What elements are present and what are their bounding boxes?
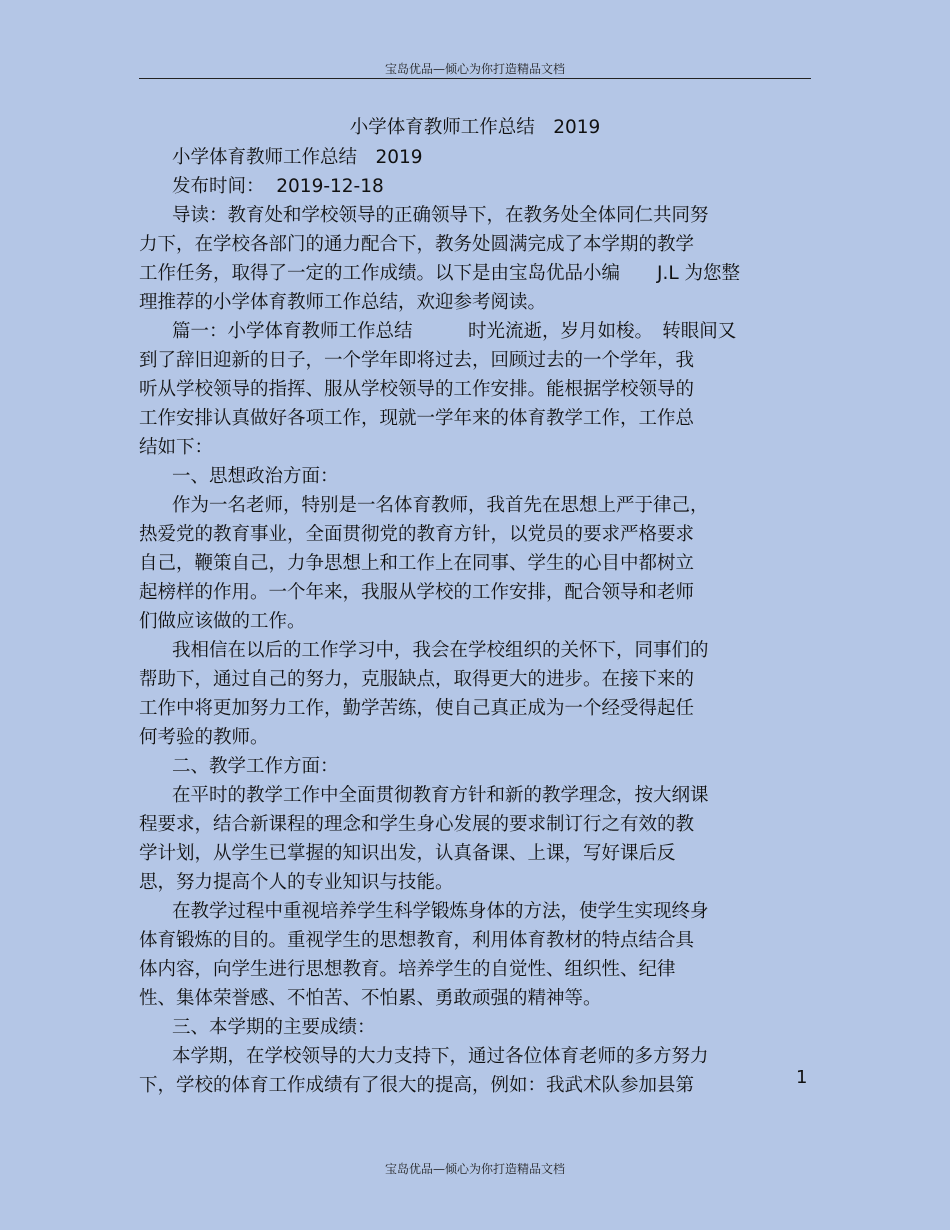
body-line: 发布时间： 2019-12-18 (172, 176, 384, 197)
body-line: 们做应该做的工作。 (139, 611, 306, 632)
body-line: 本学期，在学校领导的大力支持下，通过各位体育老师的多方努力 (172, 1046, 709, 1067)
body-line: 力下，在学校各部门的通力配合下，教务处圆满完成了本学期的教学 (139, 234, 695, 255)
section-heading: 二、教学工作方面： (172, 756, 339, 777)
body-line: 导读：教育处和学校领导的正确领导下，在教务处全体同仁共同努 (172, 205, 709, 226)
body-line: 在平时的教学工作中全面贯彻教育方针和新的教学理念，按大纲课 (172, 785, 709, 806)
section-heading: 一、思想政治方面： (172, 466, 339, 487)
page-number: 1 (796, 1067, 808, 1088)
body-line: 起榜样的作用。一个年来，我服从学校的工作安排，配合领导和老师 (139, 582, 695, 603)
body-line: 工作任务，取得了一定的工作成绩。以下是由宝岛优品小编 J.L 为您整 (139, 263, 741, 284)
body-line: 作为一名老师，特别是一名体育教师，我首先在思想上严于律己， (172, 495, 709, 516)
body-line: 热爱党的教育事业，全面贯彻党的教育方针，以党员的要求严格要求 (139, 524, 695, 545)
body-line: 性、集体荣誉感、不怕苦、不怕累、勇敢顽强的精神等。 (139, 988, 602, 1009)
body-line: 结如下： (139, 437, 214, 458)
section-heading: 三、本学期的主要成绩： (172, 1017, 376, 1038)
body-line: 听从学校领导的指挥、服从学校领导的工作安排。能根据学校领导的 (139, 379, 695, 400)
body-line: 何考验的教师。 (139, 727, 269, 748)
body-line: 下，学校的体育工作成绩有了很大的提高，例如：我武术队参加县第 (139, 1075, 695, 1096)
body-line: 在教学过程中重视培养学生科学锻炼身体的方法，使学生实现终身 (172, 901, 709, 922)
body-line: 工作安排认真做好各项工作，现就一学年来的体育教学工作，工作总 (139, 408, 695, 429)
body-line: 篇一：小学体育教师工作总结 时光流逝，岁月如梭。 转眼间又 (172, 321, 737, 342)
body-line: 我相信在以后的工作学习中，我会在学校组织的关怀下，同事们的 (172, 640, 709, 661)
body-line: 帮助下，通过自己的努力，克服缺点，取得更大的进步。在接下来的 (139, 669, 695, 690)
document-title: 小学体育教师工作总结 2019 (349, 117, 601, 138)
body-line: 体内容，向学生进行思想教育。培养学生的自觉性、组织性、纪律 (139, 959, 676, 980)
body-line: 到了辞旧迎新的日子，一个学年即将过去，回顾过去的一个学年，我 (139, 350, 695, 371)
body-line: 理推荐的小学体育教师工作总结，欢迎参考阅读。 (139, 292, 547, 313)
body-line: 学计划，从学生已掌握的知识出发，认真备课、上课，写好课后反 (139, 843, 676, 864)
body-line: 自己，鞭策自己，力争思想上和工作上在同事、学生的心目中都树立 (139, 553, 695, 574)
body-line: 小学体育教师工作总结 2019 (172, 147, 423, 168)
body-line: 思，努力提高个人的专业知识与技能。 (139, 872, 454, 893)
body-line: 程要求，结合新课程的理念和学生身心发展的要求制订行之有效的教 (139, 814, 695, 835)
body-line: 工作中将更加努力工作，勤学苦练，使自己真正成为一个经受得起任 (139, 698, 695, 719)
page-footer: 宝岛优品—倾心为你打造精品文档 (384, 1162, 565, 1176)
body-line: 体育锻炼的目的。重视学生的思想教育，利用体育教材的特点结合具 (139, 930, 695, 951)
header-text: 宝岛优品—倾心为你打造精品文档 (384, 62, 565, 76)
